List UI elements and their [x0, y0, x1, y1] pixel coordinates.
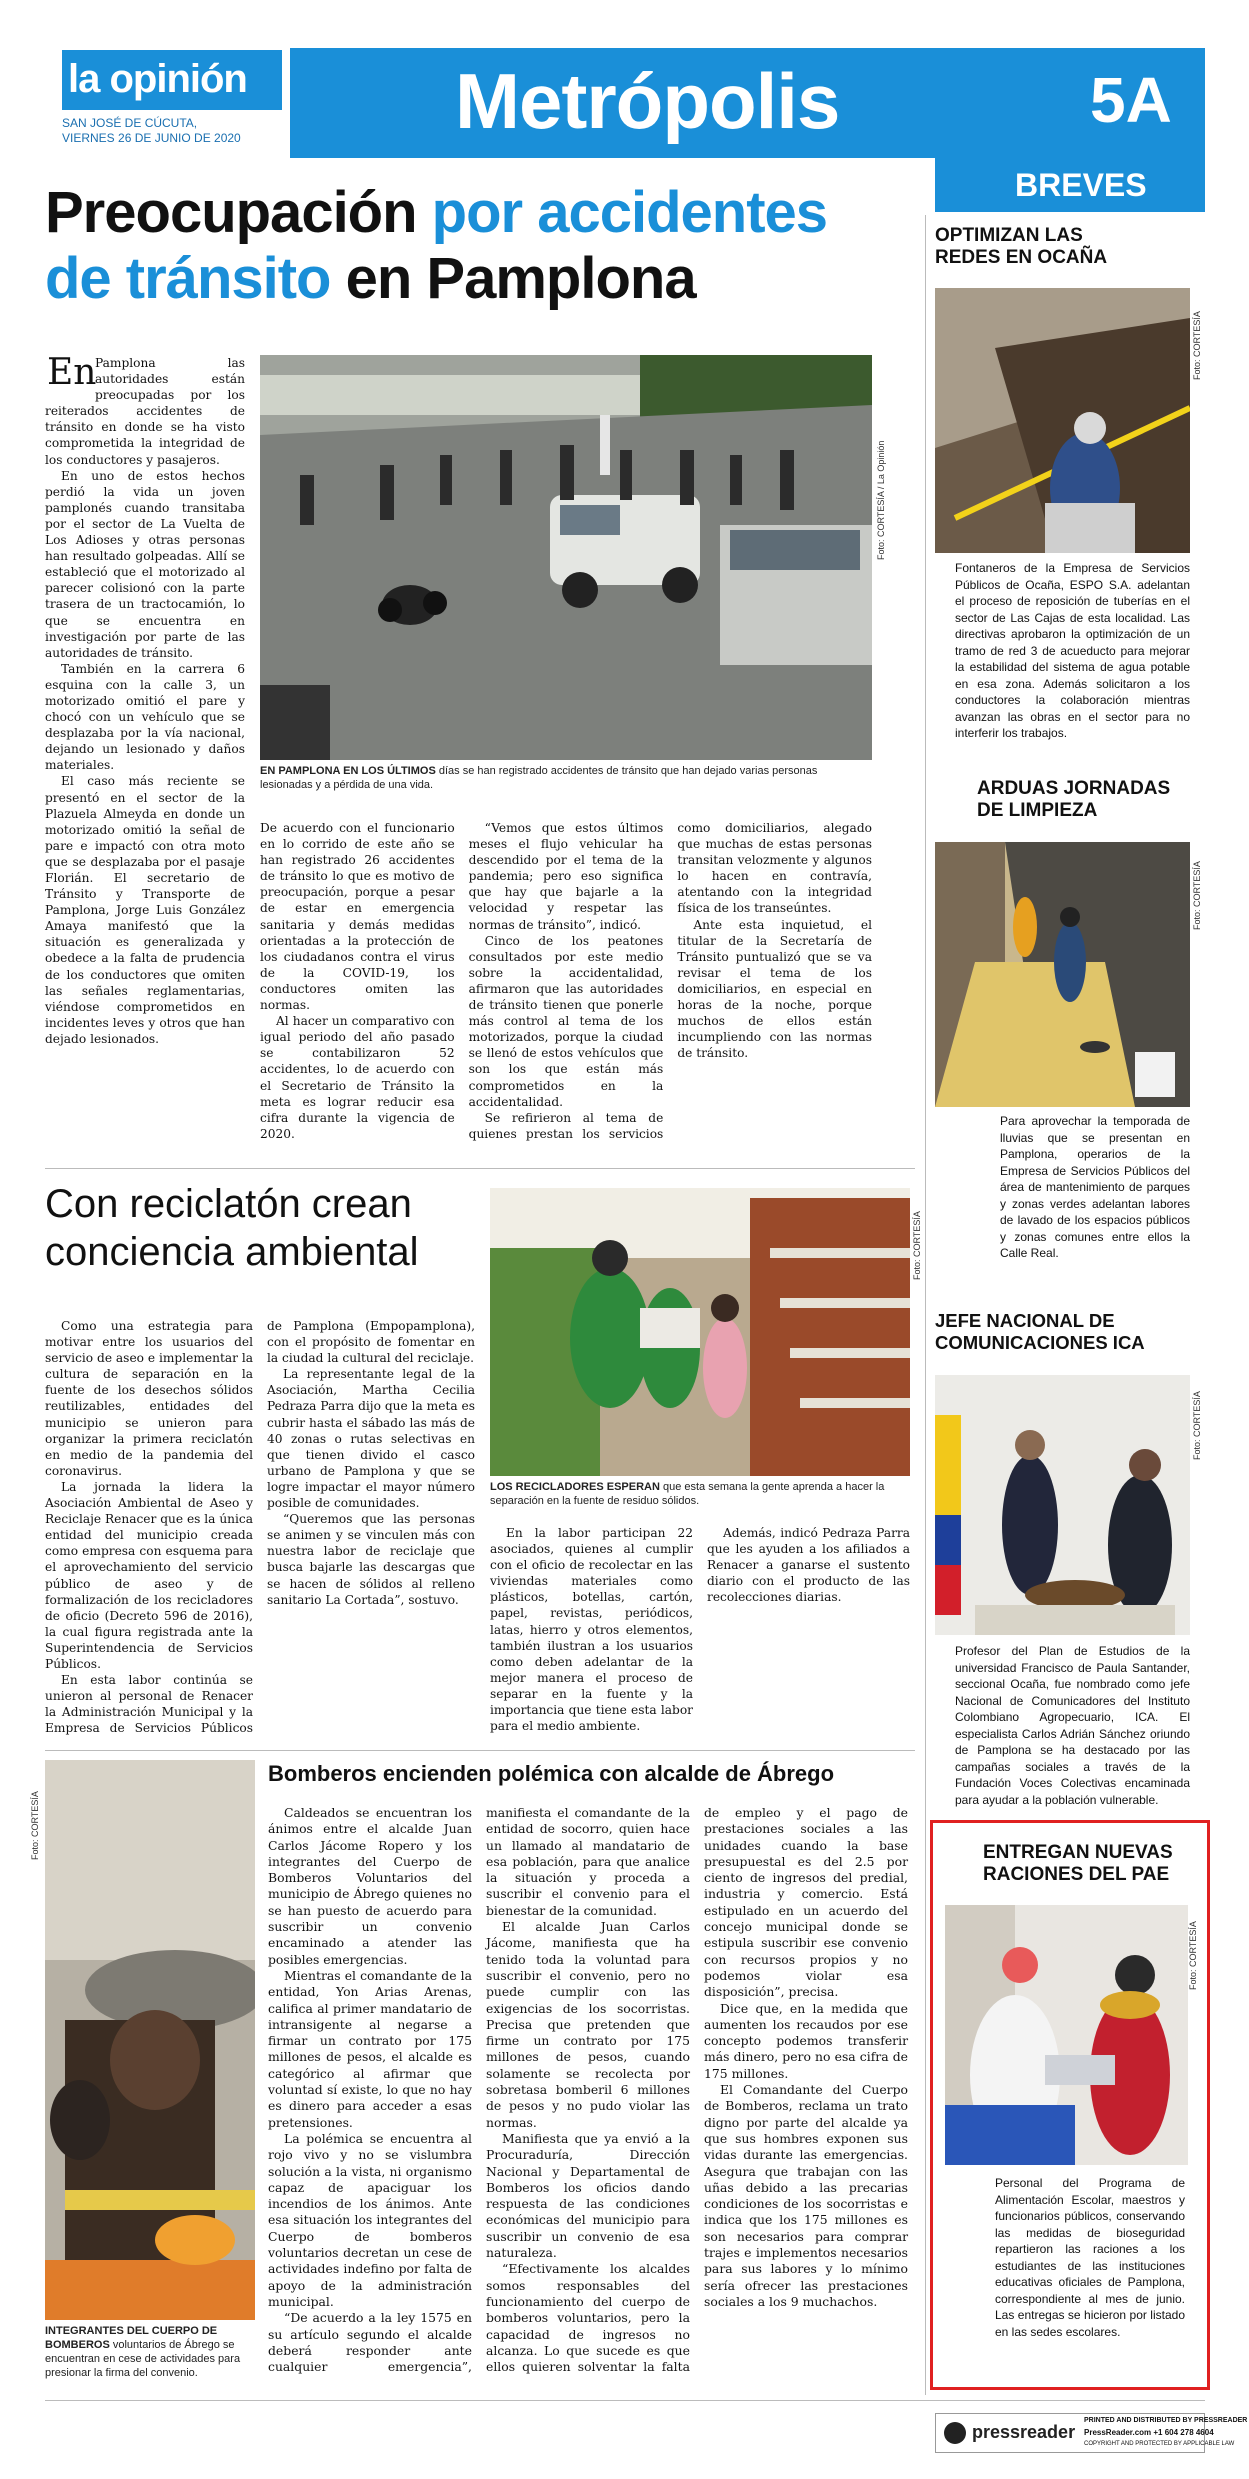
pressreader-line-3: COPYRIGHT AND PROTECTED BY APPLICABLE LAW	[1084, 2441, 1235, 2447]
recyclers-image	[490, 1188, 910, 1476]
brief-credit: Foto: CORTESÍA	[1192, 311, 1202, 380]
main-paragraph: También en la carrera 6 esquina con la calle 3, un motorizado omitió el pare y chocó con un vehículo que se desplazaba por la vía nacional, dejando un lesionado y daños materiales.	[45, 661, 245, 773]
fire-paragraph: La polémica se encuentra al rojo vivo y no se vislumbra solución a la vista, ni organismo capaz de apaciguar los incendios de los ánimos. Ante esa situación los integrantes del Cuerpo de bomberos voluntarios decretan un cese de actividades indefino por falta de apoyo de la administración municipal.	[268, 2130, 472, 2309]
recycle-paragraph: En esta labor continúa se unieron al personal de Renacer la Administración Municipal y la Empresa de Servicios Públicos de Pamplona (Empopamplona), con el propósito de fomentar en la ciudad la cultural del reciclaje.	[45, 1319, 475, 1736]
footer-rule	[45, 2400, 1205, 2401]
firefighters-image	[45, 1760, 255, 2320]
recycle-photo-caption	[490, 1480, 910, 1508]
masthead	[0, 0, 1249, 203]
main-paragraph: Cinco de los peatones consultados por este medio sobre la accidentalidad, afirmaron que las autoridades de tránsito tienen que ponerle más control al tema de los motorizados, porque la ciudad se llenó de estos vehículos que son los que están más comprometidos en la accidentalidad.	[468, 933, 664, 1109]
brief-title-line: COMUNICACIONES ICA	[935, 1332, 1145, 1353]
main-caption-rest: días se han registrado accidentes de tránsito que han dejado varias personas lesionadas y a pérdida de una vida.	[260, 765, 818, 791]
main-paragraph: De acuerdo con el funcionario en lo corrido de este año se han registrado 26 accidentes de tránsito lo que es motivo de preocupación, porque a pesar de estar en emergencia sanitaria y demás medidas orientadas a la protección de los ciudadanos contra el virus de la COVID-19, los conductores omiten las normas.	[260, 821, 455, 1013]
food-delivery-image	[945, 1905, 1188, 2165]
recycle-photo-credit: Foto: CORTESÍA	[912, 1211, 922, 1280]
brief-photo-pae	[945, 1905, 1188, 2165]
fire-paragraph: Mientras el comandante de la entidad, Yon Arias Arenas, califica al primer mandatario de intransigente al negarse a firmar un contrato por 175 millones de pesos, el alcalde es categórico al afirmar que voluntad sí existe, lo que no hay es dinero para acceder a esas pretensiones.	[268, 1967, 472, 2130]
brief-title	[935, 778, 1205, 822]
main-paragraph: El caso más reciente se presentó en el sector de la Plazuela Almeyda en donde un motorizado omitió la señal de pare e impactó con otra moto que se desplazaba por el pasaje Florián. El secretario de Tránsito y Transporte de Pamplona, Jorge Luis González Amaya manifestó que la situación es generalizada y obedece a la falta de prudencia de los conductores que omiten las señales reglamentarias, viéndose comprometidos en incidentes leves y otros que han dejado lesionados.	[45, 774, 245, 1046]
brief-photo-limpieza	[935, 842, 1190, 1107]
fire-paragraph: El alcalde Juan Carlos Jácome, manifiesta que ha tenido toda la voluntad para suscribir el convenio, pero no puede cumplir con las exigencias de los socorristas. Precisa que pretenden que firme un contrato por 175 millones de pesos, cuando solamente se recolecta por sobretasa bomberil 6 millones de pesos y no pudo violar las normas.	[486, 1919, 690, 2130]
main-dropcap: En	[47, 352, 97, 393]
main-headline	[45, 180, 905, 312]
brief-title-line: RACIONES DEL PAE	[983, 1864, 1170, 1885]
logo[interactable]: la opinión	[62, 50, 282, 110]
fire-paragraph: “Efectivamente los alcaldes somos responsables del funcionamiento del cuerpo de bomberos voluntarios, pero la capacidad de ingresos no alcanza. Lo que sucede es que ellos quieren solventar la falta de empleo y el pago de prestaciones sociales a las unidades cuando la base presupuestal es del 2.5 por ciento de ingresos del predial, industria y comercio. Está estipulado en un acuerdo del concejo municipal donde se estipula suscribir ese convenio con recursos propios y no podemos violar esa disposición”, precisa.	[486, 1805, 908, 2375]
pressreader-brand: pressreader	[972, 2422, 1076, 2442]
recycle-caption-lead: LOS RECICLADORES ESPERAN	[490, 1481, 660, 1493]
headline-part-c: de tránsito	[45, 246, 331, 311]
headline-part-a: Preocupación	[45, 180, 432, 245]
recycle-paragraph: En la labor participan 22 asociados, quienes al cumplir con el oficio de recolectar en las viviendas materiales como plásticos, botellas, cartón, papel, revistas, periódicos, latas, hierro y otros elementos, también ilustran a los usuarios como deben adelantar de la mejor manera el proceso de separar en la fuente y la importancia que tiene esta labor para el medio ambiente.	[490, 1526, 693, 1734]
recycle-columns-left	[45, 1318, 475, 1738]
fire-paragraph: Manifiesta que ya envió a la Procuraduría, Dirección Nacional y Departamental de Bomberos los oficios dando respuesta de las condiciones económicas del municipio para suscribir un convenio de esa naturaleza.	[486, 2130, 690, 2261]
recycle-paragraph: La jornada la lidera la Asociación Ambiental de Aseo y Reciclaje Renacer que es la única entidad del municipio creada como empresa con esquema para el aprovechamiento del servicio público de aseo y de formalización de los recicladores de oficio (Decreto 596 de 2016), la cual figura registrada ante la Superintendencia de Servicios Públicos.	[45, 1479, 254, 1671]
sidebar-divider	[925, 215, 926, 2395]
recycle-photo	[490, 1188, 910, 1476]
accident-photo	[260, 355, 872, 760]
pressreader-logo-icon	[944, 2422, 966, 2444]
main-paragraph: Ante esta inquietud, el titular de la Secretaría de Tránsito puntualizó que se va revisar el tema de los domiciliarios, en especial en horas de la noche, porque muchos de ellos están incumpliendo con las normas de tránsito.	[677, 917, 872, 1061]
fire-caption-lead: INTEGRANTES DEL CUERPO DE BOMBEROS	[45, 2325, 218, 2351]
pressreader-line-2: PressReader.com +1 604 278 4604	[1084, 2428, 1214, 2437]
main-column-left	[45, 352, 245, 1047]
brief-title-line: REDES EN OCAÑA	[935, 247, 1108, 268]
fire-paragraph: Dice que, en la medida que aumenten los recaudos por ese concepto podemos transferir más dinero, pero no esa cifra de 175 millones.	[704, 2000, 908, 2081]
brief-limpieza	[935, 778, 1205, 822]
main-columns-lower	[260, 820, 872, 1150]
brief-text: Personal del Programa de Alimentación Escolar, maestros y funcionarios públicos, conservando las medidas de bioseguridad repartieron las raciones a los estudiantes de las instituciones educativas oficiales de Pamplona, correspondiente al mes de junio. Las entregas se hicieron por listado en las sedes escolares.	[995, 2176, 1185, 2339]
brief-title-line: DE LIMPIEZA	[977, 800, 1098, 821]
dateline-2: VIERNES 26 DE JUNIO DE 2020	[62, 131, 241, 145]
fire-photo-caption	[45, 2324, 257, 2380]
pressreader-line-1: PRINTED AND DISTRIBUTED BY PRESSREADER	[1084, 2417, 1248, 2424]
fire-caption-rest: voluntarios de Ábrego se encuentran en cese de actividades para presionar la firma del convenio.	[45, 2339, 241, 2379]
firefighter-photo	[45, 1760, 255, 2320]
brief-title-line: ENTREGAN NUEVAS	[983, 1842, 1173, 1863]
recycle-headline-1: Con reciclatón crean	[45, 1182, 412, 1226]
brief-pae	[945, 1842, 1200, 1886]
headline-part-d: en Pamplona	[330, 246, 696, 311]
pressreader-badge[interactable]	[935, 2413, 1248, 2453]
fire-columns	[268, 1805, 908, 2390]
main-paragraph: En uno de estos hechos perdió la vida un joven pamplonés cuando transitaba por el sector de La Vuelta de Los Adioses y otras personas han resultado golpeadas. Allí se estableció que el motorizado al parecer colisionó con la parte trasera de un tractocamión, lo que se encuentra en investigación por parte de las autoridades de tránsito.	[45, 468, 245, 660]
breves-label: BREVES	[1015, 167, 1147, 203]
swearing-in-image	[935, 1375, 1190, 1635]
brief-photo-ocana	[935, 288, 1190, 553]
brief-credit: Foto: CORTESÍA	[1192, 1391, 1202, 1460]
brief-credit: Foto: CORTESÍA	[1188, 1921, 1198, 1990]
fire-photo-credit: Foto: CORTESÍA	[30, 1791, 40, 1860]
brief-title	[945, 1842, 1200, 1886]
brief-text: Fontaneros de la Empresa de Servicios Públicos de Ocaña, ESPO S.A. adelantan el proceso de reposición de tuberías en el sector de Las Cajas de esta localidad. Las directivas aprobaron la optimización de un tramo de red 3 de acueducto para mejorar la estabilidad del sistema de agua potable en esa zona. Además solicitaron a los conductores la colaboración mientras avanzan las obras en el sector para no interferir los trabajos.	[955, 561, 1190, 740]
brief-text: Profesor del Plan de Estudios de la universidad Francisco de Paula Santander, seccional Ocaña, fue nombrado como jefe Nacional de Comunicadores del Instituto Colombiano Agropecuario, ICA. El especialista Carlos Adrián Sánchez oriundo de Pamplona se ha destacado por las campañas sociales a través de la Fundación Voces Colectivas encaminada para ayudar a la población vulnerable.	[955, 1644, 1190, 1807]
fire-headline: Bomberos encienden polémica con alcalde de Ábrego	[268, 1761, 835, 1786]
brief-photo-ica	[935, 1375, 1190, 1635]
brief-ica	[935, 1310, 1205, 1354]
accident-scene-image	[260, 355, 872, 760]
street-cleaning-image	[935, 842, 1190, 1107]
brief-title-line: JEFE NACIONAL DE	[935, 1310, 1115, 1331]
fire-paragraph: Caldeados se encuentran los ánimos entre el alcalde Juan Carlos Jácome Ropero y los integrantes del Cuerpo de Bomberos Voluntarios del municipio de Ábrego quienes no se han puesto de acuerdo para suscribir un convenio encaminado a atender las posibles emergencias.	[268, 1805, 472, 1967]
brief-title-line: OPTIMIZAN LAS	[935, 225, 1083, 246]
fire-paragraph: El Comandante del Cuerpo de Bomberos, reclama un trato digno por parte del alcalde ya que sus hombres exponen sus vidas durante las emergencias. Asegura que trabajan con las uñas debido a las precarias condiciones de los socorristas e indica que los 175 millones es son necesarios para comprar trajes e implementos necesarios para sus labores y lo mínimo sería ofrecer las prestaciones sociales a los 9 muchachos.	[704, 2082, 908, 2309]
recycle-paragraph: “Queremos que las personas se animen y se vinculen más con nuestra labor de reciclaje que busca bajarle las descargas que se hacen de sólidos al relleno sanitario La Cortada”, sostuvo.	[267, 1512, 475, 1607]
pipe-workers-image	[935, 288, 1190, 553]
main-photo-credit: Foto: CORTESÍA / La Opinión	[876, 440, 886, 560]
recycle-paragraph: Como una estrategia para motivar entre los usuarios del servicio de aseo e implementar la cultura de separación en la fuente de los desechos sólidos reutilizables, entidades del municipio se unieron para organizar la primera reciclatón en medio de la pandemia del coronavirus.	[45, 1319, 253, 1478]
recycle-headline-2: conciencia ambiental	[45, 1230, 419, 1274]
main-caption-lead: EN PAMPLONA EN LOS ÚLTIMOS	[260, 765, 436, 777]
recycle-paragraph: Además, indicó Pedraza Parra que les ayuden a los afiliados a Renacer a ganarse el sustento diario con el producto de las recolecciones diarias.	[707, 1526, 910, 1605]
recycle-paragraph: La representante legal de la Asociación, Martha Cecilia Pedraza Parra dijo que la meta es cubrir hasta el sábado las más de 40 zonas o rutas selectivas en que tienen divido el casco urbano de Pamplona y que se logre impactar el mayor número posible de comunidades.	[267, 1367, 475, 1511]
brief-text: Para aprovechar la temporada de lluvias que se presentan en Pamplona, operarios de la Empresa de Servicios Públicos del área de mantenimiento de parques y zonas verdes adelantan labores de lavado de los espacios públicos y zonas comunes entre ellos la Calle Real.	[1000, 1114, 1190, 1260]
divider	[45, 1168, 915, 1169]
recycle-caption-rest: que esta semana la gente aprenda a hacer la separación en la fuente de residuo sólidos.	[490, 1481, 885, 1507]
brief-title-line: ARDUAS JORNADAS	[977, 778, 1171, 799]
brief-credit: Foto: CORTESÍA	[1192, 861, 1202, 930]
brief-optimizan	[935, 225, 1205, 269]
recycle-headline	[45, 1180, 485, 1276]
brief-title	[935, 1310, 1205, 1354]
main-paragraph: Se refirieron al tema de quienes prestan los servicios como domiciliarios, alegado que muchas de estas personas transitan velozmente y algunos lo hacen en contravía, atentando con la integridad física de los transeúntes.	[468, 821, 872, 1141]
dateline-1: SAN JOSÉ DE CÚCUTA,	[62, 116, 198, 130]
brief-title	[935, 225, 1205, 269]
main-paragraph: Pamplona las autoridades están preocupadas por los reiterados accidentes de tránsito en donde se ha visto comprometida la integridad de los conductores y pasajeros.	[45, 356, 245, 467]
main-photo-caption	[260, 764, 872, 792]
page-number: 5A	[1090, 64, 1172, 136]
fire-paragraph: “De acuerdo a la ley 1575 en su artículo segundo el alcalde deberá responder ante cualquier emergencia”, manifiesta el comandante de la entidad de socorro, quien hace un llamado al mandatario de esa población, para que analice la situación y proceda a suscribir el convenio para el bienestar de la comunidad.	[268, 1805, 690, 2375]
main-paragraph: “Vemos que estos últimos meses el flujo vehicular ha descendido por el tema de la pandemia; pero eso significa que hay que bajarle a la velocidad y respetar las normas de tránsito”, indicó.	[468, 821, 664, 932]
recycle-columns-right	[490, 1525, 910, 1740]
headline-part-b: por accidentes	[431, 180, 828, 245]
section-title: Metrópolis	[455, 57, 840, 145]
divider	[45, 1750, 915, 1751]
main-paragraph: Al hacer un comparativo con igual periodo del año pasado se contabilizaron 52 accidentes, lo de acuerdo con el Secretario de Tránsito la meta es lograr reducir esa cifra durante la vigencia de 2020.	[260, 1014, 455, 1141]
